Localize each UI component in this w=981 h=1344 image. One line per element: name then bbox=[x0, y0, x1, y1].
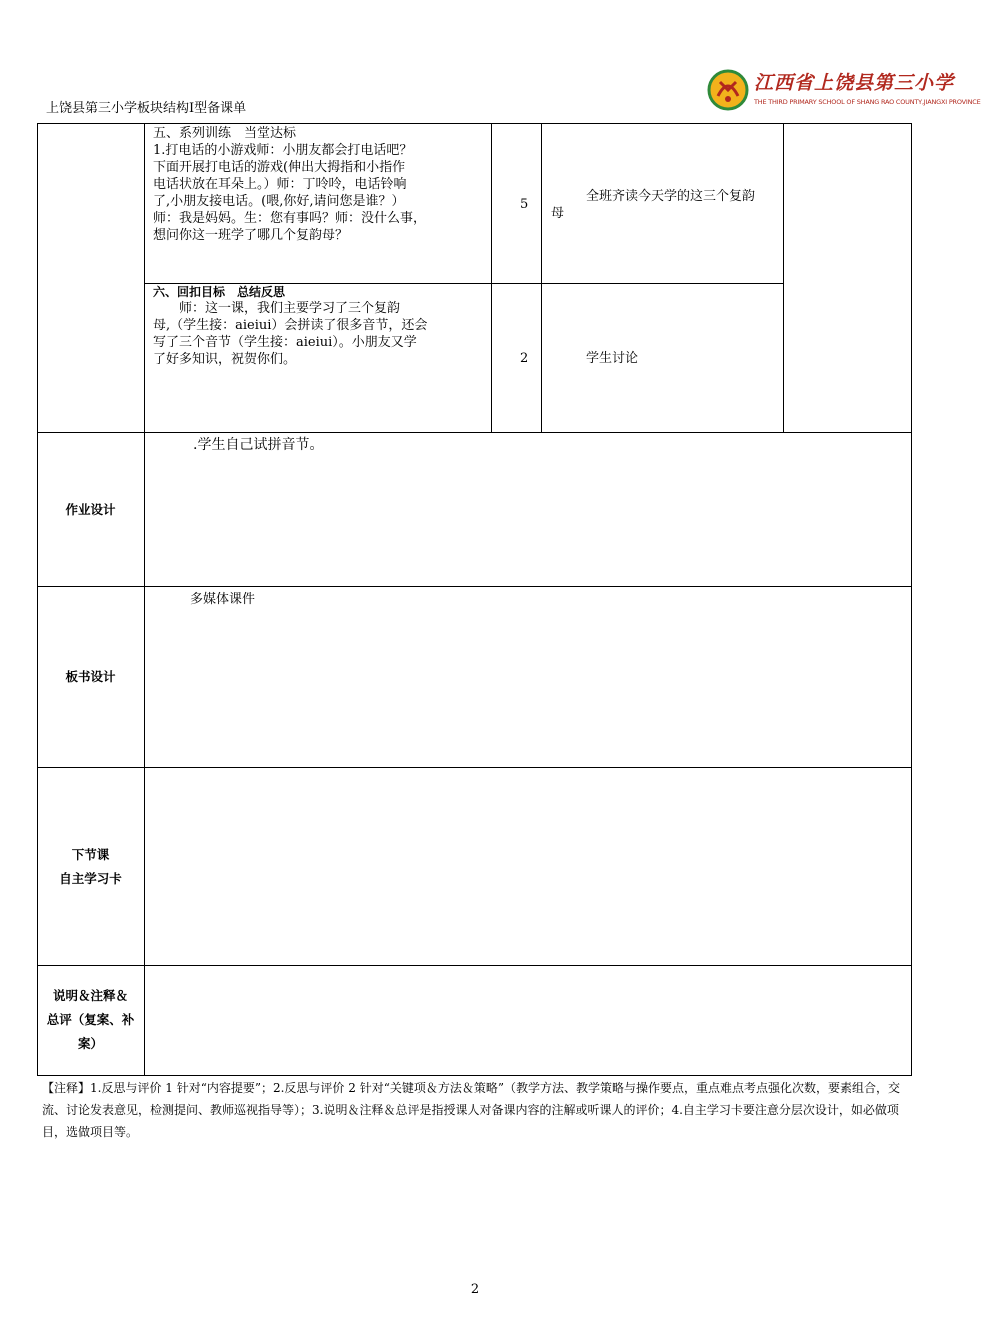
next-lesson-label-line1: 下节课 bbox=[71, 847, 110, 862]
section6-activity: 学生讨论 bbox=[586, 351, 639, 366]
school-logo bbox=[706, 68, 981, 112]
section5-line: 师：我是妈妈。生：您有事吗？师：没什么事， bbox=[153, 211, 427, 226]
section5-line: 下面开展打电话的游戏(伸出大拇指和小指作 bbox=[153, 160, 406, 175]
section6-line: 写了三个音节（学生接：aieiui）。小朋友又学 bbox=[153, 335, 417, 350]
school-emblem-icon bbox=[706, 68, 750, 112]
notes-label-line1: 说明＆注释＆ bbox=[52, 988, 128, 1003]
section5-activity-line2: 母 bbox=[551, 206, 565, 221]
document-header-title: 上饶县第三小学板块结构Ⅰ型备课单 bbox=[46, 101, 247, 116]
homework-content: .学生自己试拼音节。 bbox=[193, 437, 324, 453]
section5-body bbox=[153, 142, 488, 244]
section5-line: 想问你这一班学了哪几个复韵母？ bbox=[153, 228, 349, 243]
section6-body bbox=[153, 300, 488, 368]
logo-subtext: THE THIRD PRIMARY SCHOOL OF SHANG RAO COUNTY,JIANGXI PROVINCE bbox=[754, 98, 981, 106]
footnote: 【注释】1.反思与评价 1 针对“内容提要”；2.反思与评价 2 针对“关键项＆方法＆策略”（教学方法、教学策略与操作要点，重点难点考点强化次数，要素组合，交流、讨论发表意见，检测提问、教师巡视指导等）；3.说明＆注释＆总评是指授课人对备课内容的注解或听课人的评价；4.自主学习卡要注意分层次设计，如必做项目，选做项目等。 bbox=[42, 1081, 900, 1139]
section6-heading: 六、回扣目标 总结反思 bbox=[153, 285, 286, 299]
section5-line: 了,小朋友接电话。(喂,你好,请问您是谁？） bbox=[153, 194, 405, 209]
next-lesson-label bbox=[37, 843, 144, 891]
section5-minutes: 5 bbox=[520, 197, 529, 212]
notes-label-line3: 案） bbox=[77, 1036, 103, 1051]
logo-text: 江西省上饶县第三小学 bbox=[754, 72, 955, 94]
section5-line: 电话状放在耳朵上。）师：丁呤呤，电话铃响 bbox=[153, 177, 407, 192]
section6-line: 母,（学生接：aieiui）会拼读了很多音节，还会 bbox=[153, 318, 428, 333]
board-design-content: 多媒体课件 bbox=[190, 592, 256, 607]
section5-line: 1.打电话的小游戏师：小朋友都会打电话吧？ bbox=[153, 143, 413, 158]
section6-line: 师：这一课，我们主要学习了三个复韵 bbox=[153, 301, 401, 316]
next-lesson-label-line2: 自主学习卡 bbox=[59, 871, 122, 886]
homework-label: 作业设计 bbox=[65, 502, 116, 517]
section6-minutes: 2 bbox=[520, 351, 529, 366]
section5-activity-line1: 全班齐读今天学的这三个复韵 bbox=[586, 189, 756, 204]
section5-heading: 五、系列训练 当堂达标 bbox=[153, 126, 297, 141]
notes-label bbox=[37, 984, 144, 1056]
notes-label-line2: 总评（复案、补 bbox=[46, 1012, 135, 1027]
page-number: 2 bbox=[470, 1282, 480, 1297]
board-design-label: 板书设计 bbox=[65, 669, 116, 684]
section6-line: 了好多知识，祝贺你们。 bbox=[153, 352, 297, 367]
